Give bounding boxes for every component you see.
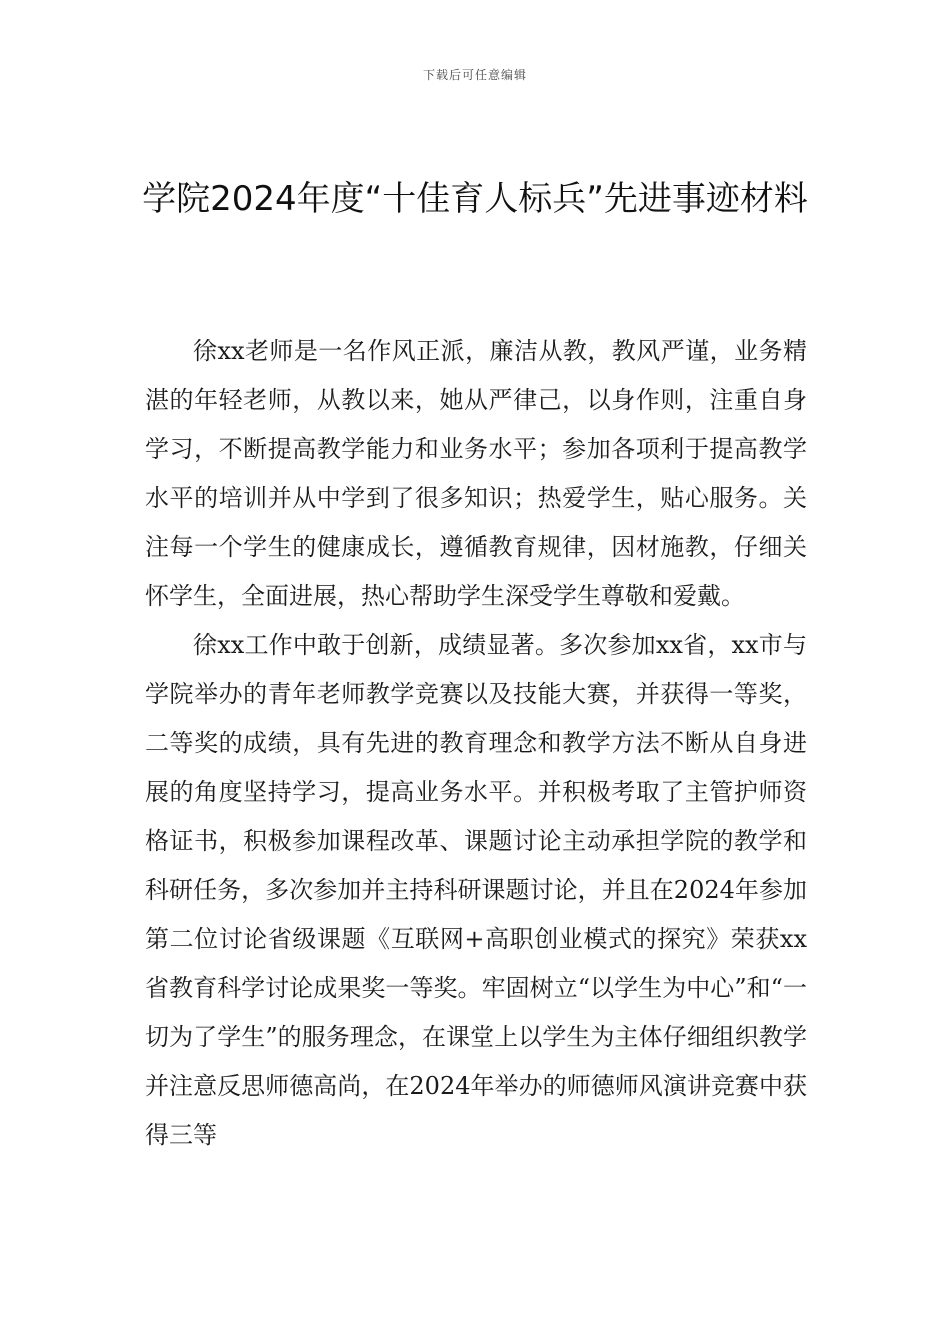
paragraph-2: 徐xx工作中敢于创新，成绩显著。多次参加xx省，xx市与学院举办的青年老师教学竞赛以及技能大赛，并获得一等奖，二等奖的成绩，具有先进的教育理念和教学方法不断从自身进展的角度坚持学习，提高业务水平。并积极考取了主管护师资格证书，积极参加课程改革、课题讨论主动承担学院的教学和科研任务，多次参加并主持科研课题讨论，并且在2024年参加第二位讨论省级课题《互联网+高职创业模式的探究》荣获xx省教育科学讨论成果奖一等奖。牢固树立“以学生为中心”和“一切为了学生”的服务理念，在课堂上以学生为主体仔细组织教学并注意反思师德高尚，在2024年举办的师德师风演讲竞赛中获得三等: [145, 631, 807, 1149]
header-note: 下载后可任意编辑: [422, 68, 527, 82]
document-title: 学院2024年度“十佳育人标兵”先进事迹材料: [142, 179, 808, 219]
paragraph-1: 徐xx老师是一名作风正派，廉洁从教，教风严谨，业务精湛的年轻老师，从教以来，她从严律己，以身作则，注重自身学习，不断提高教学能力和业务水平；参加各项利于提高教学水平的培训并从中学到了很多知识；热爱学生，贴心服务。关注每一个学生的健康成长，遵循教育规律，因材施教，仔细关怀学生，全面进展，热心帮助学生深受学生尊敬和爱戴。: [145, 337, 807, 610]
document-body: [145, 327, 807, 1160]
